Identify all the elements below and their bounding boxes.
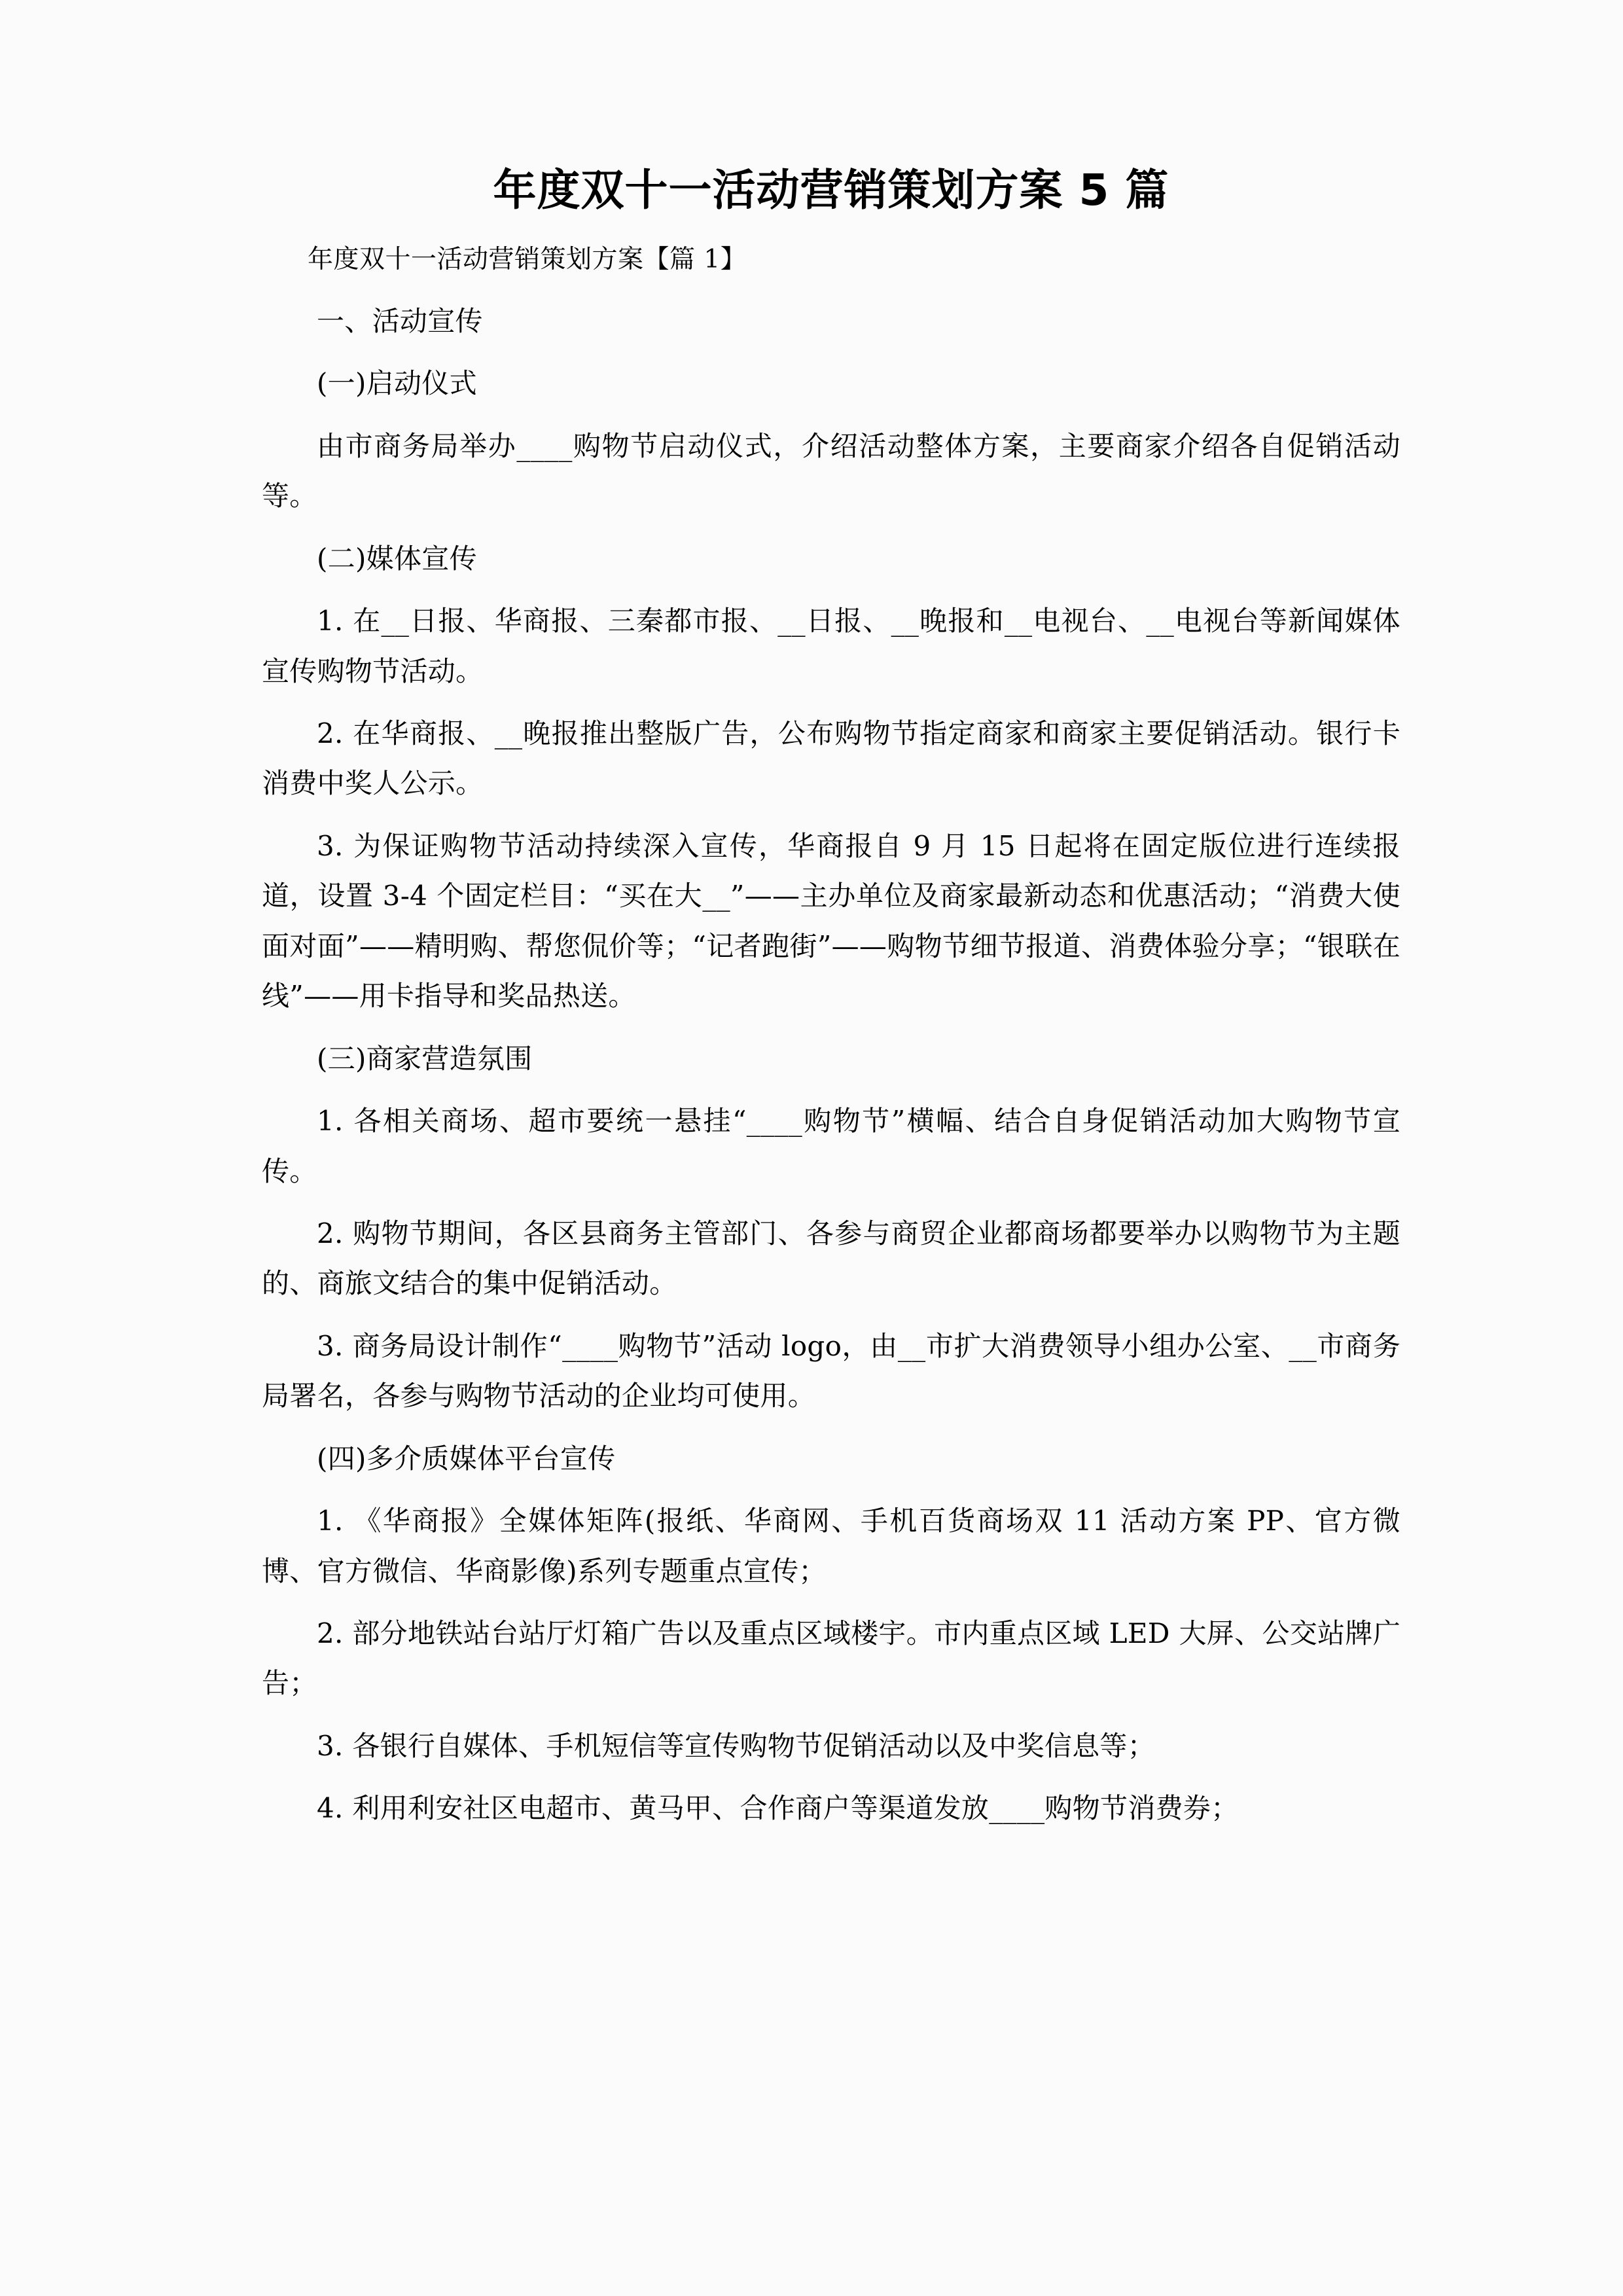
subsection-heading-merchant-atmosphere: (三)商家营造氛围: [317, 1042, 533, 1075]
list-item-media-3: 3. 为保证购物节活动持续深入宣传，华商报自 9 月 15 日起将在固定版位进行连续报道，设置 3-4 个固定栏目：“买在大__”——主办单位及商家最新动态和优惠活动；“消费大使面对面”——精明购、帮您侃价等；“记者跑街”——购物节细节报道、消费体验分享；“银联在线”——用卡指导和奖品热送。: [262, 829, 1400, 1013]
subsection-heading-launch-ceremony: (一)启动仪式: [317, 367, 477, 400]
list-item-merchant-3: 3. 商务局设计制作“____购物节”活动 logo，由__市扩大消费领导小组办公室、__市商务局署名，各参与购物节活动的企业均可使用。: [262, 1329, 1400, 1412]
list-item-media-1: 1. 在__日报、华商报、三秦都市报、__日报、__晚报和__电视台、__电视台等新闻媒体宣传购物节活动。: [262, 605, 1400, 687]
section-heading-activity-promotion: 一、活动宣传: [317, 304, 483, 337]
list-item-multimedia-4: 4. 利用利安社区电超市、黄马甲、合作商户等渠道发放____购物节消费券；: [317, 1792, 1239, 1825]
list-item-multimedia-3: 3. 各银行自媒体、手机短信等宣传购物节促销活动以及中奖信息等；: [317, 1729, 1156, 1762]
document-subtitle: 年度双十一活动营销策划方案【篇 1】: [308, 244, 747, 274]
subsection-heading-multimedia-platform: (四)多介质媒体平台宣传: [317, 1442, 616, 1475]
page-title: 年度双十一活动营销策划方案 5 篇: [493, 165, 1169, 215]
list-item-media-2: 2. 在华商报、__晚报推出整版广告，公布购物节指定商家和商家主要促销活动。银行卡消费中奖人公示。: [262, 717, 1400, 800]
list-item-merchant-1: 1. 各相关商场、超市要统一悬挂“____购物节”横幅、结合自身促销活动加大购物节宣传。: [262, 1105, 1400, 1187]
list-item-multimedia-1: 1. 《华商报》全媒体矩阵(报纸、华商网、手机百货商场双 11 活动方案 PP、官方微博、官方微信、华商影像)系列专题重点宣传；: [262, 1505, 1400, 1587]
list-item-multimedia-2: 2. 部分地铁站台站厅灯箱广告以及重点区域楼宇。市内重点区域 LED 大屏、公交站牌广告；: [262, 1617, 1400, 1700]
list-item-merchant-2: 2. 购物节期间，各区县商务主管部门、各参与商贸企业都商场都要举办以购物节为主题的、商旅文结合的集中促销活动。: [262, 1217, 1400, 1300]
subsection-heading-media-promotion: (二)媒体宣传: [317, 542, 477, 575]
document-content: [262, 164, 1400, 1846]
paragraph-launch-ceremony: 由市商务局举办____购物节启动仪式，介绍活动整体方案，主要商家介绍各自促销活动等。: [262, 429, 1400, 512]
